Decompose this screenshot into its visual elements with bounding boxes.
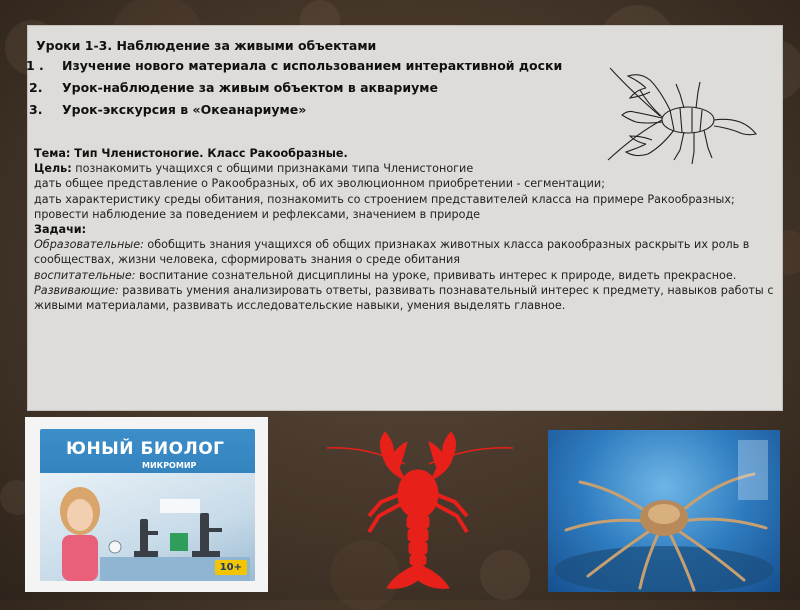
lesson-text: Изучение нового материала с использованием интерактивной доски bbox=[62, 58, 563, 73]
goal-line: провести наблюдение за поведением и рефлексами, значением в природе bbox=[34, 207, 481, 221]
kit-subtitle: МИКРОМИР bbox=[142, 461, 197, 470]
tasks-label: Задачи: bbox=[34, 223, 87, 237]
developing-label: Развивающие: bbox=[34, 283, 119, 297]
developing-task bbox=[34, 283, 779, 313]
lesson-number: 1 . bbox=[26, 58, 44, 73]
lesson-text: Урок-наблюдение за живым объектом в аквариуме bbox=[62, 80, 438, 95]
goal-line bbox=[34, 161, 779, 176]
crab-illustration bbox=[548, 430, 780, 592]
lesson-number: 3. bbox=[29, 102, 43, 117]
spider-crab-photo bbox=[548, 430, 780, 592]
lesson-item-2 bbox=[26, 80, 438, 95]
goal-line: дать общее представление о Ракообразных, об их эволюционном приобретении - сегментации; bbox=[34, 177, 605, 191]
goal-line: дать характеристику среды обитания, познакомить со строением представителей класса на примере Ракообразных; bbox=[34, 192, 735, 206]
lesson-item-3 bbox=[26, 102, 306, 117]
goal-label: Цель: bbox=[34, 162, 72, 176]
age-badge: 10+ bbox=[215, 560, 247, 575]
developing-text: развивать умения анализировать ответы, развивать познавательный интерес к предмету, навыков работы с живыми материалами, развивать исследовательские навыки, умения выделять главное. bbox=[34, 283, 774, 313]
upbringing-text: воспитание сознательной дисциплины на уроке, прививать интерес к природе, видеть прекрасное. bbox=[135, 268, 737, 282]
educational-text: обобщить знания учащихся об общих признаках животных класса ракообразных раскрыть их роль в сообществах, жизни человека, сформировать знания о среде обитания bbox=[34, 238, 750, 267]
educational-label: Образовательные: bbox=[34, 238, 144, 252]
lesson-text: Урок-экскурсия в «Океанариуме» bbox=[62, 102, 307, 117]
lessons-heading: Уроки 1-3. Наблюдение за живыми объектами bbox=[36, 38, 377, 53]
lesson-number: 2. bbox=[29, 80, 43, 95]
lesson-description bbox=[34, 146, 779, 313]
upbringing-label: воспитательные: bbox=[34, 268, 136, 282]
lesson-item-1 bbox=[26, 58, 562, 73]
educational-task bbox=[34, 237, 779, 267]
kit-title: ЮНЫЙ БИОЛОГ bbox=[66, 439, 225, 459]
young-biologist-kit-image bbox=[25, 417, 268, 592]
kit-box bbox=[40, 429, 255, 581]
red-lobster-illustration bbox=[325, 424, 517, 592]
topic-line: Тема: Тип Членистоногие. Класс Ракообразные. bbox=[34, 147, 348, 160]
goal-text: познакомить учащихся с общими признаками типа Членистоногие bbox=[71, 162, 474, 176]
upbringing-task bbox=[34, 268, 779, 283]
